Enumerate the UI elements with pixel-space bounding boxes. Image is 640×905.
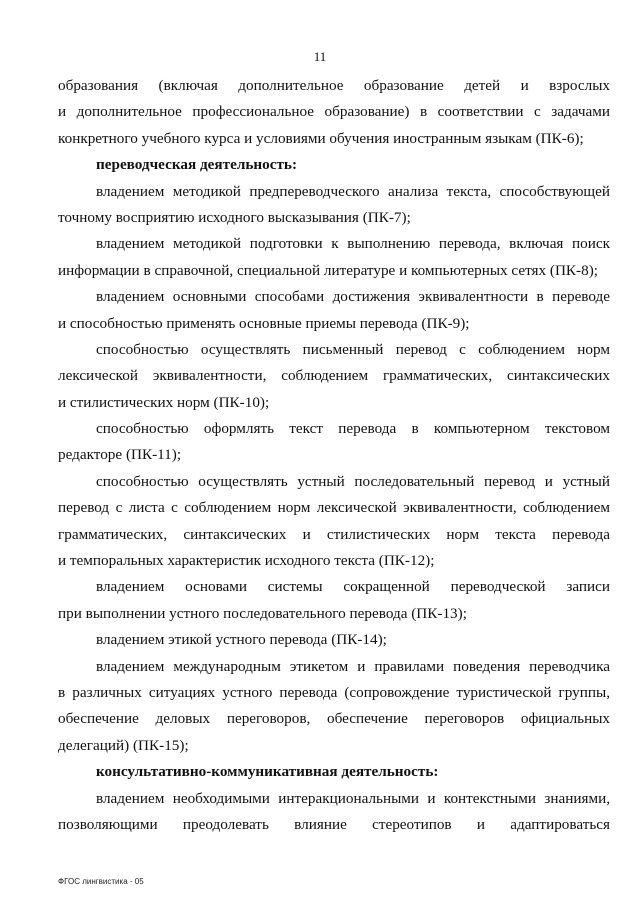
text-line: и темпоральных характеристик исходного текста (ПК-12); bbox=[58, 552, 435, 570]
document-body bbox=[58, 73, 610, 838]
text-line: способностью оформлять текст перевода в компьютерном текстовом bbox=[96, 420, 610, 438]
text-line: образования (включая дополнительное образование детей и взрослых bbox=[58, 77, 610, 94]
text-line: информации в справочной, специальной литературе и компьютерных сетях (ПК-8); bbox=[58, 261, 598, 279]
text-line: перевод с листа с соблюдением норм лексической эквивалентности, соблюдением bbox=[58, 499, 610, 517]
section-heading: переводческая деятельность: bbox=[96, 156, 298, 174]
text-line: способностью осуществлять устный последовательный перевод и устный bbox=[96, 472, 610, 490]
text-line: позволяющими преодолевать влияние стереотипов и адаптироваться bbox=[58, 815, 610, 833]
text-line: владением методикой предпереводческого анализа текста, способствующей bbox=[96, 182, 610, 200]
text-line: владением международным этикетом и правилами поведения переводчика bbox=[96, 657, 610, 675]
text-line: владением основными способами достижения эквивалентности в переводе bbox=[96, 288, 610, 306]
page-footer: ФГОС лингвистика - 05 bbox=[58, 877, 144, 886]
text-line: при выполнении устного последовательного перевода (ПК-13); bbox=[58, 604, 467, 622]
text-line: редакторе (ПК-11); bbox=[58, 446, 182, 464]
page-number: 11 bbox=[313, 49, 327, 64]
text-line: и стилистических норм (ПК-10); bbox=[58, 393, 270, 411]
text-line: владением методикой подготовки к выполнению перевода, включая поиск bbox=[96, 235, 610, 253]
text-line: способностью осуществлять письменный перевод с соблюдением норм bbox=[96, 340, 610, 358]
text-line: владением этикой устного перевода (ПК-14); bbox=[96, 631, 387, 649]
text-line: в различных ситуациях устного перевода (сопровождение туристической группы, bbox=[58, 683, 610, 701]
text-line: и способностью применять основные приемы перевода (ПК-9); bbox=[58, 314, 470, 332]
section-heading: консультативно-коммуникативная деятельность: bbox=[96, 763, 439, 781]
text-line: обеспечение деловых переговоров, обеспечение переговоров официальных bbox=[58, 710, 610, 728]
text-line: конкретного учебного курса и условиями обучения иностранным языкам (ПК-6); bbox=[58, 129, 584, 147]
text-line: грамматических, синтаксических и стилистических норм текста перевода bbox=[58, 525, 610, 543]
text-line: владением основами системы сокращенной переводческой записи bbox=[96, 578, 610, 596]
text-line: владением необходимыми интеракциональными и контекстными знаниями, bbox=[96, 789, 610, 807]
text-line: лексической эквивалентности, соблюдением грамматических, синтаксических bbox=[58, 367, 610, 385]
text-line: и дополнительное профессиональное образование) в соответствии с задачами bbox=[58, 103, 610, 121]
text-line: делегаций) (ПК-15); bbox=[58, 736, 189, 754]
text-line: точному восприятию исходного высказывания (ПК-7); bbox=[58, 208, 411, 226]
